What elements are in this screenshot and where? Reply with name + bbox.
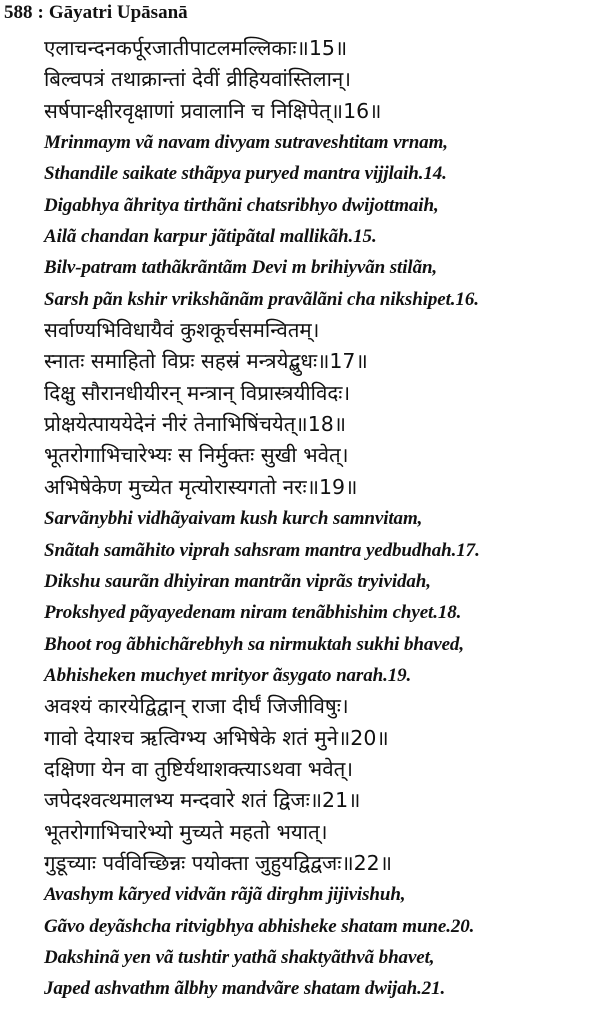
sanskrit-verse-line: दक्षिणा येन वा तुष्टिर्यथाशक्त्याऽथवा भवेत्। xyxy=(44,756,354,781)
transliteration-line: Dikshu saurãn dhiyiran mantrãn viprãs tryividah, xyxy=(44,570,431,592)
transliteration-line: Sthandile saikate sthãpya puryed mantra vijjlaih.14. xyxy=(44,163,447,185)
transliteration-line: Snãtah samãhito viprah sahsram mantra yedbudhah.17. xyxy=(44,539,480,561)
header-separator: : xyxy=(37,2,44,23)
sanskrit-verse-line: प्रोक्षयेत्पाययेदेनं नीरं तेनाभिषिंचयेत्॥18॥ xyxy=(44,412,347,437)
transliteration-line: Avashym kãryed vidvãn rãjã dirghm jijivishuh, xyxy=(44,884,406,906)
sanskrit-verse-line: अभिषेकेण मुच्येत मृत्योरास्यगतो नरः॥19॥ xyxy=(44,474,358,499)
transliteration-line: Sarsh pãn kshir vrikshãnãm pravãlãni cha nikshipet.16. xyxy=(44,288,479,310)
transliteration-line: Mrinmaym vã navam divyam sutraveshtitam vrnam, xyxy=(44,132,448,154)
transliteration-line: Prokshyed pãyayedenam niram tenãbhishim chyet.18. xyxy=(44,602,462,624)
sanskrit-verse-line: भूतरोगाभिचारेभ्यः स निर्मुक्तः सुखी भवेत्। xyxy=(44,443,349,468)
transliteration-line: Japed ashvathm ãlbhy mandvãre shatam dwijah.21. xyxy=(44,978,446,1000)
sanskrit-verse-line: जपेदश्वत्थमालभ्य मन्दवारे शतं द्विजः॥21॥ xyxy=(44,788,361,813)
sanskrit-verse-line: गावो देयाश्च ऋत्विग्भ्य अभिषेके शतं मुने॥20॥ xyxy=(44,725,389,750)
sanskrit-verse-line: दिक्षु सौरानधीयीरन् मन्त्रान् विप्रास्त्रयीविदः। xyxy=(44,380,351,405)
sanskrit-verse-line: गुडूच्याः पर्वविच्छिन्नः पयोक्ता जुहुयद्विद्वजः॥22॥ xyxy=(44,850,393,875)
transliteration-line: Ailã chandan karpur jãtipãtal mallikãh.15. xyxy=(44,226,377,248)
sanskrit-verse-line: सर्वाण्यभिविधायैवं कुशकूर्चसमन्वितम्। xyxy=(44,318,320,343)
transliteration-line: Dakshinã yen vã tushtir yathã shaktyãthvã bhavet, xyxy=(44,946,435,968)
sanskrit-verse-line: अवश्यं कारयेद्विद्वान् राजा दीर्घं जिजीविषुः। xyxy=(44,694,349,719)
sanskrit-verse-line: एलाचन्दनकर्पूरजातीपाटलमल्लिकाः॥15॥ xyxy=(44,36,348,60)
verse-text-body xyxy=(0,33,600,1005)
page-number: 588 xyxy=(4,2,33,23)
transliteration-line: Sarvãnybhi vidhãyaivam kush kurch samnvitam, xyxy=(44,508,423,530)
sanskrit-verse-line: भूतरोगाभिचारेभ्यो मुच्यते महतो भयात्। xyxy=(44,819,328,844)
sanskrit-verse-line: बिल्वपत्रं तथाक्रान्तां देवीं व्रीहियवांस्तिलान्। xyxy=(44,67,352,92)
page-header xyxy=(4,2,188,24)
transliteration-line: Gãvo deyãshcha ritvigbhya abhisheke shatam mune.20. xyxy=(44,915,475,937)
transliteration-line: Bilv-patram tathãkrãntãm Devi m brihiyvãn stilãn, xyxy=(44,257,438,279)
transliteration-line: Bhoot rog ãbhichãrebhyh sa nirmuktah sukhi bhaved, xyxy=(44,633,464,655)
sanskrit-verse-line: स्नातः समाहितो विप्रः सहस्रं मन्त्रयेद्बुधः॥17॥ xyxy=(44,349,368,374)
book-title: Gāyatri Upāsanā xyxy=(48,2,188,23)
transliteration-line: Abhisheken muchyet mrityor ãsygato narah.19. xyxy=(44,664,412,686)
transliteration-line: Digabhya ãhritya tirthãni chatsribhyo dwijottmaih, xyxy=(44,194,439,216)
sanskrit-verse-line: सर्षपान्क्षीरवृक्षाणां प्रवालानि च निक्षिपेत्॥16॥ xyxy=(44,98,382,123)
